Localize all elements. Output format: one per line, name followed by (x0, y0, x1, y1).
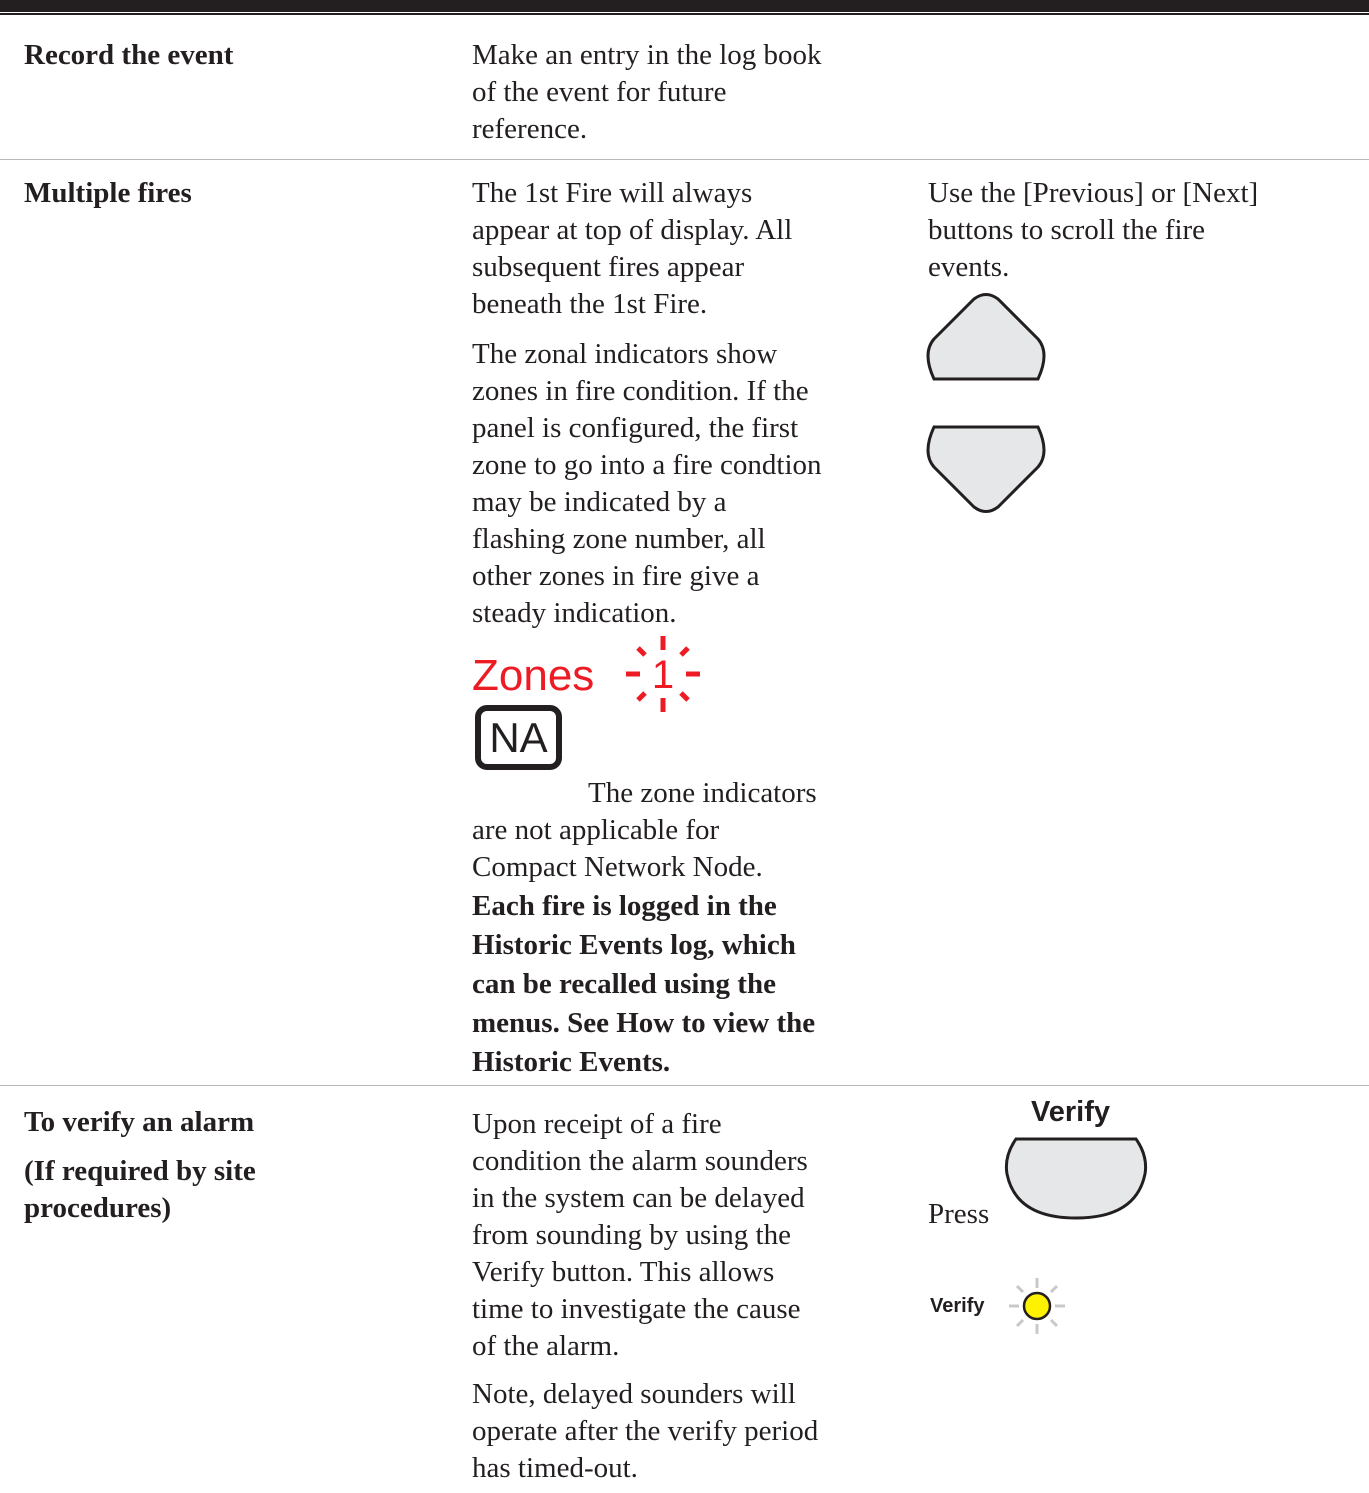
verify-led-indicator (1007, 1276, 1067, 1336)
row-title-record-event: Record the event (24, 39, 234, 71)
up-arrow-icon (928, 295, 1044, 380)
previous-button[interactable] (924, 294, 1048, 386)
row-title-multiple-fires: Multiple fires (24, 177, 192, 209)
na-badge: NA (475, 705, 562, 770)
row-divider (0, 1085, 1369, 1086)
zones-label: Zones (472, 651, 595, 700)
zone-number: 1 (651, 653, 675, 697)
led-light-icon (1024, 1293, 1050, 1319)
down-arrow-icon (928, 427, 1044, 512)
flashing-zone-indicator (620, 634, 710, 714)
verify-button-label: Verify (1031, 1096, 1110, 1128)
row-divider (0, 159, 1369, 160)
press-label: Press (928, 1198, 990, 1230)
verify-button[interactable] (1002, 1136, 1150, 1220)
header-rule-thick (0, 0, 1369, 12)
verify-led-label: Verify (930, 1295, 985, 1317)
next-button[interactable] (924, 424, 1048, 516)
header-rule-thin (0, 13, 1369, 15)
